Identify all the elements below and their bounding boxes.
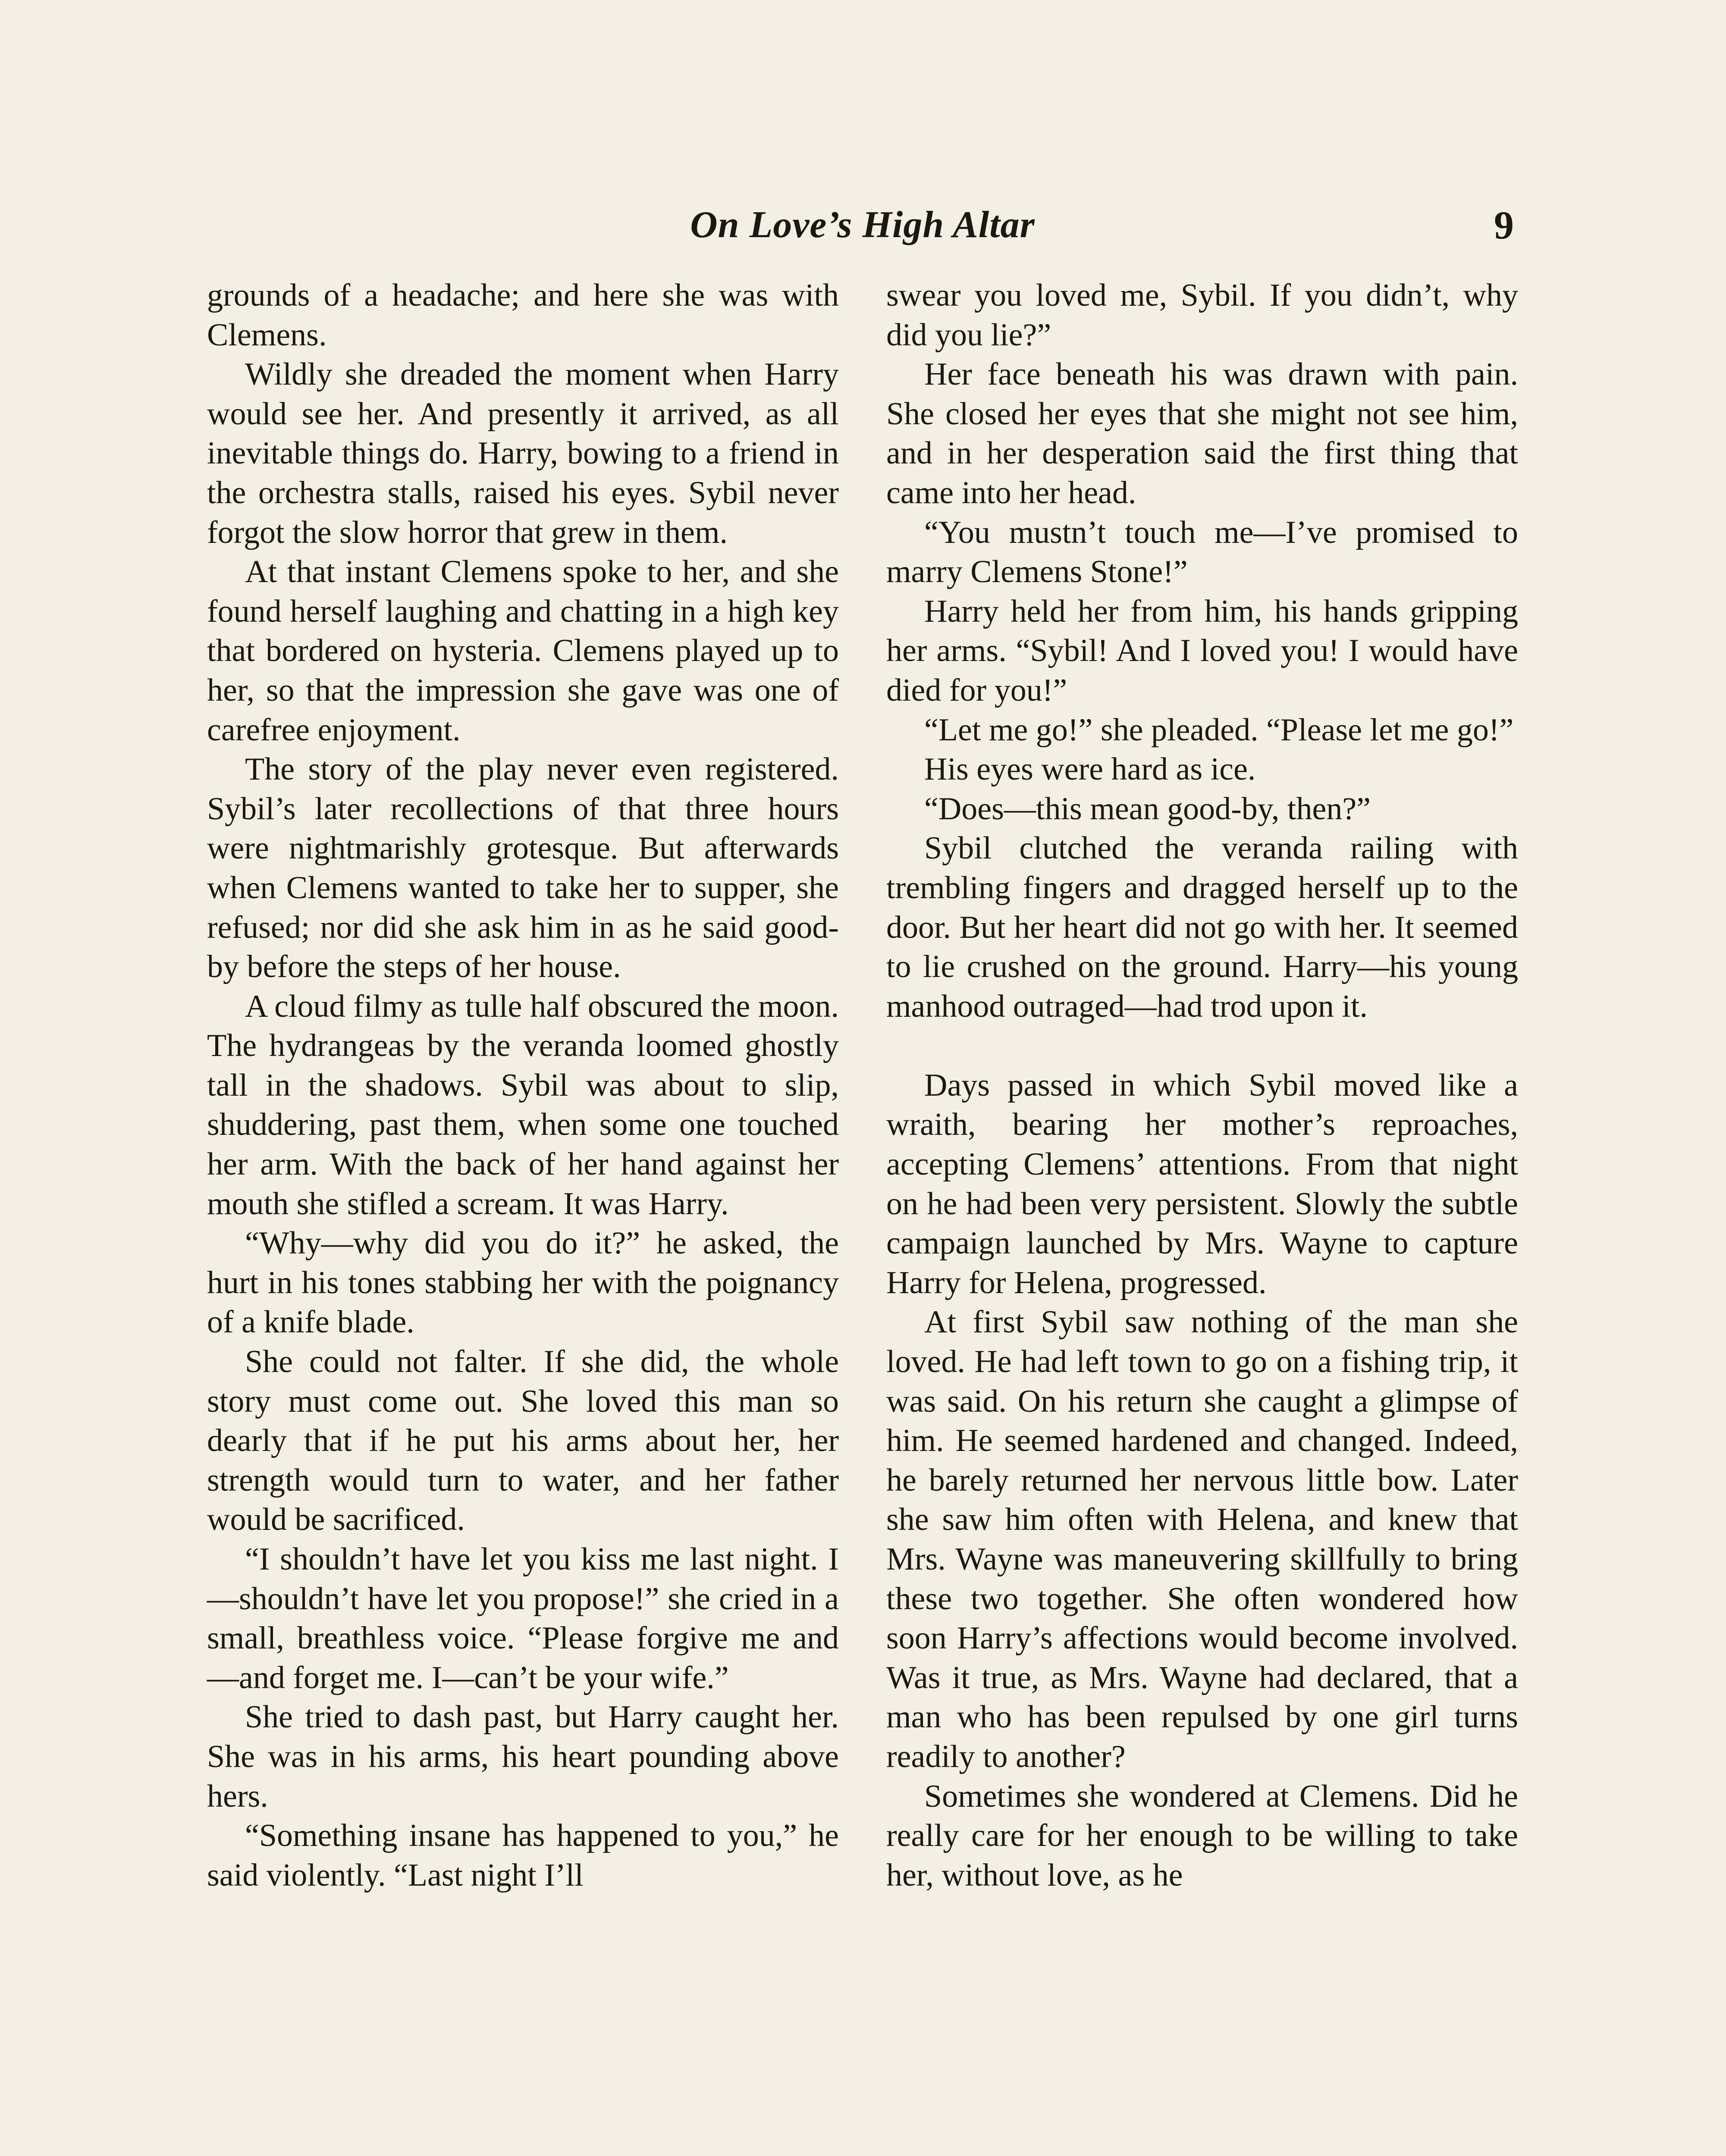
right-column bbox=[886, 276, 1518, 1895]
paragraph: “I shouldn’t have let you kiss me last night. I—shouldn’t have let you propose!” she cried in a small, breathless voice. “Please forgive me and—and forget me. I—can’t be your wife.” bbox=[207, 1542, 839, 1695]
paragraph: “Let me go!” she pleaded. “Please let me go!” bbox=[924, 712, 1514, 748]
paragraph: At first Sybil saw nothing of the man she loved. He had left town to go on a fishing trip, it was said. On his return she caught a glimpse of him. He seemed hardened and changed. Indeed, he barely returned her nervous little bow. Later she saw him often with Helena, and knew that Mrs. Wayne was maneuvering skillfully to bring these two together. She often wondered how soon Harry’s affections would become involved. Was it true, as Mrs. Wayne had declared, that a man who has been repulsed by one girl turns readily to another? bbox=[886, 1304, 1518, 1774]
paragraph: grounds of a headache; and here she was with Clemens. bbox=[207, 278, 839, 353]
body-text bbox=[207, 276, 1518, 2156]
paragraph: Wildly she dreaded the moment when Harry would see her. And presently it arrived, as all inevitable things do. Harry, bowing to a friend in the orchestra stalls, raised his eyes. Sybil never forgot the slow horror that grew in them. bbox=[207, 357, 839, 550]
paragraph: She tried to dash past, but Harry caught her. She was in his arms, his heart pounding above hers. bbox=[207, 1699, 839, 1814]
paragraph: She could not falter. If she did, the whole story must come out. She loved this man so dearly that if he put his arms about her, her strength would turn to water, and her father would be sacrificed. bbox=[207, 1344, 839, 1538]
paragraph: Harry held her from him, his hands gripping her arms. “Sybil! And I loved you! I would have died for you!” bbox=[886, 593, 1518, 708]
page-number: 9 bbox=[1494, 203, 1514, 247]
paragraph: Sybil clutched the veranda railing with trembling fingers and dragged herself up to the door. But her heart did not go with her. It seemed to lie crushed on the ground. Harry—his young manhood outraged—had trod upon it. bbox=[886, 830, 1518, 1024]
paragraph: A cloud filmy as tulle half obscured the moon. The hydrangeas by the veranda loomed ghostly tall in the shadows. Sybil was about to slip, shuddering, past them, when some one touched her arm. With the back of her hand against her mouth she stifled a scream. It was Harry. bbox=[207, 988, 839, 1222]
paragraph: “You mustn’t touch me—I’ve promised to marry Clemens Stone!” bbox=[886, 514, 1518, 590]
paragraph: At that instant Clemens spoke to her, and she found herself laughing and chatting in a high key that bordered on hysteria. Clemens played up to her, so that the impression she gave was one of carefree enjoyment. bbox=[207, 554, 839, 748]
paragraph: “Why—why did you do it?” he asked, the hurt in his tones stabbing her with the poignancy of a knife blade. bbox=[207, 1225, 839, 1340]
left-column bbox=[207, 276, 839, 1895]
running-title: On Love’s High Altar bbox=[690, 204, 1035, 246]
running-header bbox=[207, 195, 1518, 264]
paragraph: “Something insane has happened to you,” he said violently. “Last night I’ll bbox=[207, 1818, 839, 1893]
paragraph: Days passed in which Sybil moved like a wraith, bearing her mother’s reproaches, accepting Clemens’ attentions. From that night on he had been very persistent. Slowly the subtle campaign launched by Mrs. Wayne to capture Harry for Helena, progressed. bbox=[886, 1067, 1518, 1300]
paragraph: The story of the play never even registered. Sybil’s later recollections of that three hours were nightmarishly grotesque. But afterwards when Clemens wanted to take her to supper, she refused; nor did she ask him in as he said good-by before the steps of her house. bbox=[207, 752, 839, 985]
paragraph: Her face beneath his was drawn with pain. She closed her eyes that she might not see him, and in her desperation said the first thing that came into her head. bbox=[886, 357, 1518, 511]
paragraph: Sometimes she wondered at Clemens. Did he really care for her enough to be willing to take her, without love, as he bbox=[886, 1778, 1518, 1893]
paragraph: His eyes were hard as ice. bbox=[924, 752, 1256, 787]
paragraph: “Does—this mean good-by, then?” bbox=[924, 791, 1371, 827]
paragraph: swear you loved me, Sybil. If you didn’t, why did you lie?” bbox=[886, 278, 1518, 353]
